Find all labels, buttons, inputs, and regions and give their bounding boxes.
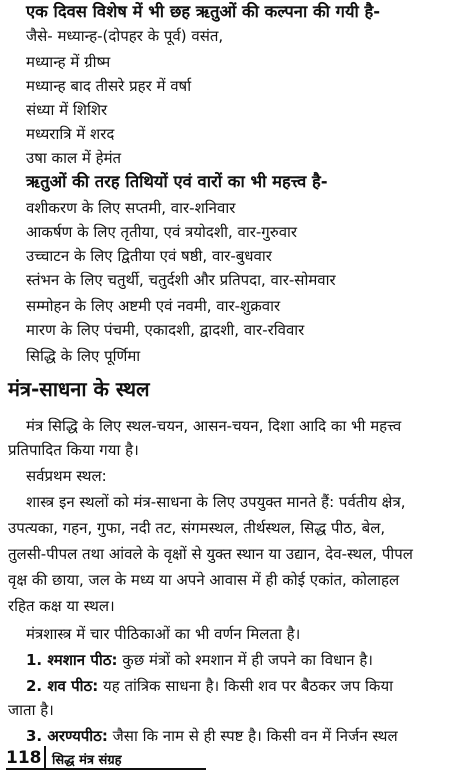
section2-item-0: वशीकरण के लिए सप्तमी, वार-शनिवार [26, 199, 236, 217]
section1-heading: एक दिवस विशेष में भी छह ऋतुओं की कल्पना की गयी है- [26, 2, 381, 21]
section2-item-2: उच्चाटन के लिए द्वितीया एवं षष्ठी, वार-बुधवार [26, 247, 272, 265]
section3-para2-line-0: शास्त्र इन स्थलों को मंत्र-साधना के लिए उपयुक्त मानते हैं: पर्वतीय क्षेत्र, [26, 493, 406, 511]
pithika-item-3-label: 3. अरण्यपीठ: [26, 727, 108, 745]
section3-para1-line-0: मंत्र सिद्धि के लिए स्थल-चयन, आसन-चयन, दिशा आदि का भी महत्त्व [26, 417, 402, 435]
pithika-item-3-text: जैसा कि नाम से ही स्पष्ट है। किसी वन में निर्जन स्थल [107, 727, 398, 745]
section1-item-4: मध्यरात्रि में शरद [26, 125, 115, 143]
page-number: 118 [6, 748, 42, 768]
section3-para2-line-2: तुलसी-पीपल तथा आंवले के वृक्षों से युक्त स्थान या उद्यान, देव-स्थल, पीपल [8, 545, 413, 563]
pithika-item-1-text: कुछ मंत्रों को श्मशान में ही जपने का विधान है। [117, 651, 373, 669]
section2-item-3: स्तंभन के लिए चतुर्थी, चतुर्दशी और प्रतिपदा, वार-सोमवार [26, 271, 336, 289]
pithika-item-2-cont-text: जाता है। [8, 701, 54, 719]
section3-para2-line-4: रहित कक्ष या स्थल। [8, 597, 115, 615]
section3-heading: मंत्र-साधना के स्थल [8, 377, 150, 401]
pithika-item-1 [26, 650, 373, 670]
section1-item-2: मध्यान्ह बाद तीसरे प्रहर में वर्षा [26, 77, 192, 95]
section2-item-6: सिद्धि के लिए पूर्णिमा [26, 347, 141, 365]
footer-rule [6, 768, 206, 770]
footer-divider [44, 746, 46, 768]
pithika-item-1-label: 1. श्मशान पीठ: [26, 651, 118, 669]
pithika-item-2-text: यह तांत्रिक साधना है। किसी शव पर बैठकर जप किया [98, 677, 394, 695]
section3-subheading: सर्वप्रथम स्थल: [26, 467, 107, 485]
section1-item-5: उषा काल में हेमंत [26, 149, 122, 167]
section3-para2-line-3: वृक्ष की छाया, जल के मध्य या अपने आवास में ही कोई एकांत, कोलाहल [8, 571, 400, 589]
section3-para1-line-1: प्रतिपादित किया गया है। [8, 441, 139, 459]
section3-para2-line-1: उपत्यका, गहन, गुफा, नदी तट, संगमस्थल, तीर्थस्थल, सिद्ध पीठ, बेल, [8, 519, 386, 537]
book-title: सिद्ध मंत्र संग्रह [52, 753, 122, 768]
section2-item-5: मारण के लिए पंचमी, एकादशी, द्वादशी, वार-रविवार [26, 321, 305, 339]
section1-item-3: संध्या में शिशिर [26, 101, 108, 119]
section2-item-4: सम्मोहन के लिए अष्टमी एवं नवमी, वार-शुक्रवार [26, 297, 281, 315]
pithika-item-3 [26, 726, 398, 746]
section3-para3: मंत्रशास्त्र में चार पीठिकाओं का भी वर्णन मिलता है। [26, 625, 301, 643]
section1-item-1: मध्यान्ह में ग्रीष्म [26, 53, 111, 71]
section1-item-0: जैसे- मध्यान्ह-(दोपहर के पूर्व) वसंत, [26, 27, 224, 45]
pithika-item-2-label: 2. शव पीठ: [26, 677, 99, 695]
section2-item-1: आकर्षण के लिए तृतीया, एवं त्रयोदशी, वार-गुरुवार [26, 223, 298, 241]
pithika-item-2 [26, 676, 393, 696]
section2-heading: ऋतुओं की तरह तिथियों एवं वारों का भी महत्त्व है- [26, 172, 328, 191]
pithika-item-2-continued [8, 700, 54, 720]
